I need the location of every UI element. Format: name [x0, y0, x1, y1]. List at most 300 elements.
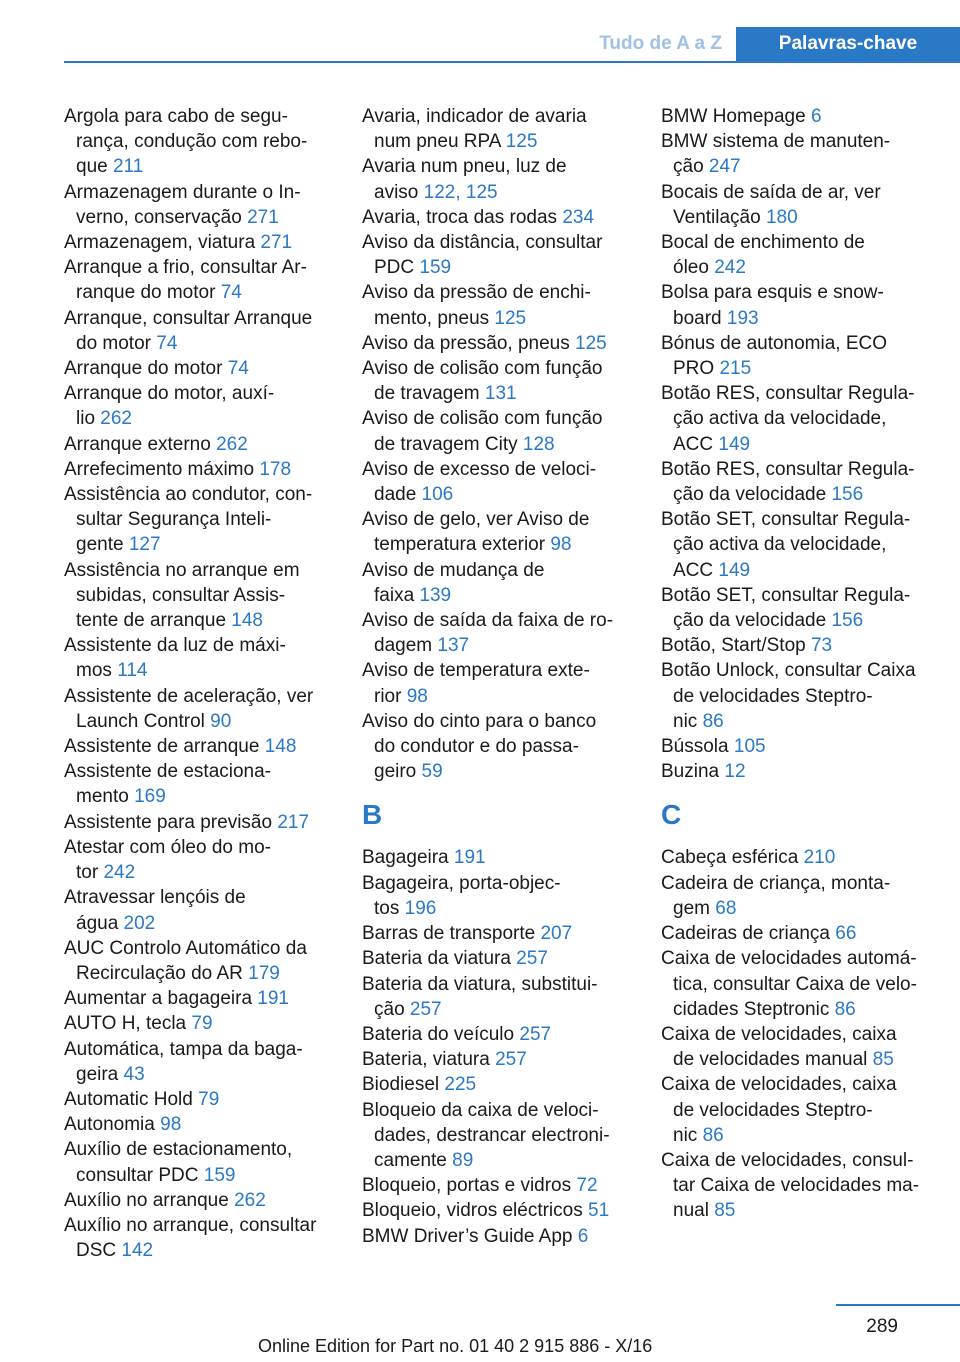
index-entry: [661, 759, 931, 784]
page-reference-link[interactable]: 149: [718, 433, 751, 455]
index-entry: [362, 921, 632, 946]
page-reference-link[interactable]: 125: [494, 307, 527, 329]
index-term-text: DSC: [76, 1240, 122, 1262]
index-entry-line: [661, 1173, 931, 1198]
index-entry-line: [64, 1087, 334, 1112]
index-term-text: nic: [673, 1124, 703, 1146]
index-entry-line: [661, 1148, 931, 1173]
index-term-text: BMW Driver’s Guide App: [362, 1225, 578, 1247]
index-term-text: Arranque do motor, auxí-: [64, 383, 275, 405]
page-reference-link[interactable]: 242: [714, 257, 746, 279]
index-term-text: dade: [374, 484, 422, 506]
index-column-2: [362, 104, 632, 1249]
index-letter-heading: C: [661, 799, 682, 831]
index-entry-line: [661, 457, 931, 482]
index-entry: [64, 633, 334, 683]
page-reference-link[interactable]: 85: [714, 1200, 736, 1222]
index-entry-line: [362, 1047, 632, 1072]
index-entry: [64, 885, 334, 935]
index-term-text: consultar PDC: [76, 1164, 204, 1186]
index-entry-line: [362, 997, 632, 1022]
index-term-text: ACC: [673, 559, 719, 581]
index-entry-line: [661, 406, 931, 431]
page-reference-link[interactable]: 98: [160, 1114, 182, 1136]
index-entry-line: [661, 1047, 931, 1072]
page-reference-link[interactable]: 89: [452, 1149, 474, 1171]
index-term-text: Auxílio no arranque, consultar: [64, 1214, 317, 1236]
page-reference-link[interactable]: 79: [191, 1013, 213, 1035]
index-entry-line: [64, 633, 334, 658]
index-term-text: Buzina: [661, 761, 725, 783]
index-term-text: Bagageira, porta-objec-: [362, 872, 561, 894]
chapter-tab[interactable]: Palavras-chave: [736, 27, 960, 62]
index-term-text: sultar Segurança Inteli-: [76, 509, 272, 531]
index-entry-line: [64, 154, 334, 179]
index-term-text: Aviso de gelo, ver Aviso de: [362, 509, 590, 531]
page-reference-link[interactable]: 156: [831, 484, 864, 506]
index-entry-line: [362, 1072, 632, 1097]
index-entry-line: [661, 583, 931, 608]
index-term-text: ção activa da velocidade,: [673, 408, 887, 430]
index-entry-line: [362, 532, 632, 557]
index-term-text: cidades Steptronic: [673, 998, 835, 1020]
index-entry-line: [661, 946, 931, 971]
footer-rule: [836, 1304, 960, 1306]
index-entry: [64, 558, 334, 634]
index-entry-line: [362, 1123, 632, 1148]
page-reference-link[interactable]: 59: [421, 761, 443, 783]
index-entry-line: [64, 1011, 334, 1036]
index-term-text: Atestar com óleo do mo-: [64, 836, 271, 858]
index-entry: [661, 921, 931, 946]
page-number: 289: [866, 1316, 898, 1337]
index-term-text: Botão RES, consultar Regula-: [661, 458, 915, 480]
page-reference-link[interactable]: 6: [577, 1225, 589, 1247]
page-reference-link[interactable]: 106: [421, 484, 454, 506]
index-entry-line: [661, 972, 931, 997]
page-reference-link[interactable]: 73: [810, 635, 833, 657]
index-term-text: Arranque do motor: [64, 358, 228, 380]
page-reference-link[interactable]: 169: [134, 786, 166, 808]
edition-note: Online Edition for Part no. 01 40 2 915 886 - X/16: [258, 1336, 653, 1356]
index-entry-line: [64, 961, 334, 986]
index-term-text: Arrefecimento máximo: [64, 458, 260, 480]
index-term-text: subidas, consultar Assis-: [76, 584, 286, 606]
index-term-text: Assistente para previsão: [64, 811, 278, 833]
index-term-text: Aviso da pressão de enchi-: [362, 282, 591, 304]
index-entry-line: [661, 331, 931, 356]
index-entry: [64, 104, 334, 180]
page-reference-link[interactable]: 191: [453, 847, 486, 869]
index-entry: [362, 1224, 632, 1249]
index-entry-line: [661, 104, 931, 129]
section-tab[interactable]: Tudo de A a Z: [599, 33, 722, 54]
index-term-text: Barras de transporte: [362, 923, 541, 945]
index-term-text: rior: [374, 685, 407, 707]
page-reference-link[interactable]: 178: [259, 458, 292, 480]
page-reference-link[interactable]: 159: [203, 1164, 236, 1186]
page-reference-link[interactable]: 180: [765, 206, 798, 228]
index-entry-line: [661, 280, 931, 305]
index-entry-line: [362, 633, 632, 658]
page-reference-link[interactable]: 148: [231, 610, 263, 632]
index-entry-line: [362, 230, 632, 255]
index-entry-line: [661, 381, 931, 406]
index-entry-line: [362, 845, 632, 870]
page-reference-link[interactable]: 257: [495, 1049, 527, 1071]
index-term-text: Automatic Hold: [64, 1088, 199, 1110]
index-term-text: BMW sistema de manuten-: [661, 131, 891, 153]
index-entry-line: [64, 759, 334, 784]
index-term-text: Argola para cabo de segu-: [64, 106, 288, 127]
index-term-text: Cadeiras de criança: [661, 923, 836, 945]
page-reference-link[interactable]: 114: [117, 660, 148, 682]
index-entry-line: [362, 129, 632, 154]
index-entry: [64, 734, 334, 759]
page-reference-link[interactable]: 262: [100, 408, 132, 430]
index-term-text: Armazenagem, viatura: [64, 232, 261, 254]
page-reference-link[interactable]: 179: [248, 962, 280, 984]
index-entry: [362, 1173, 632, 1198]
index-entry-line: [362, 1198, 632, 1223]
index-term-text: Cadeira de criança, monta-: [661, 872, 891, 894]
index-entry: [661, 1148, 931, 1224]
index-term-text: água: [76, 912, 124, 934]
index-term-text: Bocal de enchimento de: [661, 232, 865, 254]
index-term-text: gem: [673, 897, 716, 919]
index-entry-line: [661, 921, 931, 946]
index-term-text: Biodiesel: [362, 1074, 445, 1096]
page-reference-link[interactable]: 257: [519, 1023, 552, 1045]
index-entry-line: [661, 709, 931, 734]
index-entry: [64, 306, 334, 356]
index-entry: [661, 230, 931, 280]
index-entry-line: [661, 154, 931, 179]
index-entry-line: [362, 921, 632, 946]
page-reference-link[interactable]: 257: [409, 998, 442, 1020]
index-term-text: Avaria num pneu, luz de: [362, 156, 567, 178]
index-entry-line: [362, 280, 632, 305]
page-reference-link[interactable]: 79: [198, 1088, 220, 1110]
page-reference-link[interactable]: 74: [227, 358, 249, 380]
page-reference-link[interactable]: 242: [103, 862, 136, 884]
page-reference-link[interactable]: 68: [715, 897, 737, 919]
index-term-text: Recirculação do AR: [76, 962, 249, 984]
index-entry: [362, 280, 632, 330]
index-entry-line: [661, 997, 931, 1022]
index-entry: [64, 684, 334, 734]
page-reference-link[interactable]: 211: [112, 156, 144, 178]
index-entry: [362, 205, 632, 230]
index-entry: [362, 845, 632, 870]
index-term-text: Aviso da distância, consultar: [362, 232, 603, 254]
index-entry-line: [362, 507, 632, 532]
index-term-text: tente de arranque: [76, 610, 232, 632]
index-entry: [64, 1213, 334, 1263]
index-term-text: geira: [76, 1063, 124, 1085]
index-entry: [661, 129, 931, 179]
page-header: [0, 0, 960, 62]
page-reference-link[interactable]: 257: [516, 948, 548, 970]
index-entry-line: [661, 558, 931, 583]
index-entry-line: [64, 180, 334, 205]
index-term-text: Atravessar lençóis de: [64, 887, 246, 909]
index-term-text: Bloqueio da caixa de veloci-: [362, 1099, 599, 1121]
page-reference-link[interactable]: 156: [831, 610, 864, 632]
page-reference-link[interactable]: 12: [724, 761, 746, 783]
index-term-text: Aviso de colisão com função: [362, 408, 603, 430]
index-entry-line: [661, 1198, 931, 1223]
index-entry-line: [661, 230, 931, 255]
index-column-1: [64, 104, 334, 1263]
page-reference-link[interactable]: 127: [128, 534, 161, 556]
index-term-text: Aviso de mudança de: [362, 559, 545, 581]
index-entry: [661, 381, 931, 457]
index-term-text: de velocidades manual: [673, 1049, 873, 1071]
index-entry-line: [362, 1224, 632, 1249]
index-entry: [64, 1011, 334, 1036]
index-term-text: Bateria da viatura, substitui-: [362, 973, 598, 995]
index-entry-line: [64, 608, 334, 633]
index-term-text: Aviso de colisão com função: [362, 358, 603, 380]
page-reference-link[interactable]: 122, 125: [423, 181, 498, 203]
index-entry-line: [64, 810, 334, 835]
index-entry: [661, 507, 931, 583]
index-entry-line: [661, 845, 931, 870]
index-entry: [64, 986, 334, 1011]
index-entry: [362, 1072, 632, 1097]
page-reference-link[interactable]: 98: [550, 534, 572, 556]
index-entry: [362, 1098, 632, 1174]
index-term-text: Aviso de temperatura exte-: [362, 660, 590, 682]
page-reference-link[interactable]: 131: [484, 383, 517, 405]
page-reference-link[interactable]: 43: [123, 1063, 145, 1085]
page-reference-link[interactable]: 148: [264, 736, 297, 758]
index-entry-line: [362, 457, 632, 482]
index-term-text: Aviso da pressão, pneus: [362, 332, 576, 354]
index-entry-line: [362, 104, 632, 129]
index-entry-line: [64, 1062, 334, 1087]
page-reference-link[interactable]: 149: [718, 559, 751, 581]
index-entry-line: [64, 482, 334, 507]
index-term-text: lio: [76, 408, 101, 430]
index-term-text: ranque do motor: [76, 282, 221, 304]
index-entry-line: [64, 1188, 334, 1213]
index-entry-line: [661, 482, 931, 507]
index-entry-line: [661, 896, 931, 921]
index-entry-line: [661, 871, 931, 896]
index-entry-line: [362, 608, 632, 633]
index-entry: [362, 871, 632, 921]
index-term-text: Cabeça esférica: [661, 847, 804, 869]
index-entry: [362, 1047, 632, 1072]
index-term-text: do motor: [76, 332, 157, 354]
index-term-text: Aviso de saída da faixa de ro-: [362, 610, 614, 632]
index-entry-line: [64, 1112, 334, 1137]
index-term-text: ção: [673, 156, 709, 178]
index-term-text: tar Caixa de velocidades ma-: [673, 1175, 920, 1197]
index-term-text: ção activa da velocidade,: [673, 534, 887, 556]
index-entry: [362, 1022, 632, 1047]
index-entry-line: [661, 759, 931, 784]
index-entry-line: [362, 432, 632, 457]
page-reference-link[interactable]: 217: [277, 811, 310, 833]
index-entry-line: [362, 946, 632, 971]
index-term-text: tica, consultar Caixa de velo-: [673, 973, 917, 995]
page-reference-link[interactable]: 234: [562, 206, 595, 228]
index-entry: [64, 255, 334, 305]
index-entry: [362, 658, 632, 708]
page-reference-link[interactable]: 86: [702, 1124, 724, 1146]
page-reference-link[interactable]: 271: [260, 232, 293, 254]
index-entry-line: [64, 532, 334, 557]
page-reference-link[interactable]: 98: [406, 685, 428, 707]
index-entry-line: [362, 1173, 632, 1198]
index-entry-line: [64, 255, 334, 280]
index-entry: [661, 104, 931, 129]
page-reference-link[interactable]: 159: [419, 257, 452, 279]
index-entry-line: [362, 583, 632, 608]
index-entry-line: [64, 406, 334, 431]
page-reference-link[interactable]: 72: [576, 1175, 598, 1197]
index-entry-line: [64, 432, 334, 457]
index-term-text: temperatura exterior: [374, 534, 551, 556]
index-term-text: Bocais de saída de ar, ver: [661, 181, 881, 203]
index-term-text: óleo: [673, 257, 715, 279]
index-entry-line: [64, 457, 334, 482]
page-reference-link[interactable]: 105: [733, 736, 766, 758]
index-entry: [64, 230, 334, 255]
index-term-text: Botão SET, consultar Regula-: [661, 584, 911, 606]
index-term-text: Aviso do cinto para o banco: [362, 710, 597, 732]
index-entry-line: [362, 709, 632, 734]
index-entry: [362, 331, 632, 356]
page-reference-link[interactable]: 85: [872, 1049, 894, 1071]
index-entry-line: [661, 255, 931, 280]
index-term-text: Arranque, consultar Arranque: [64, 307, 313, 329]
page-reference-link[interactable]: 207: [540, 923, 573, 945]
index-term-text: Assistente de aceleração, ver: [64, 685, 314, 707]
index-term-text: Caixa de velocidades automá-: [661, 948, 917, 970]
page-reference-link[interactable]: 90: [210, 710, 232, 732]
index-entry: [64, 1112, 334, 1137]
index-entry-line: [362, 255, 632, 280]
index-term-text: AUC Controlo Automático da: [64, 937, 307, 959]
index-term-text: mos: [76, 660, 118, 682]
page-reference-link[interactable]: 191: [257, 988, 289, 1010]
index-entry: [661, 871, 931, 921]
index-entry-line: [64, 583, 334, 608]
page-reference-link[interactable]: 215: [719, 358, 752, 380]
index-entry-line: [661, 180, 931, 205]
index-entry-line: [64, 1037, 334, 1062]
index-entry: [362, 946, 632, 971]
index-entry-line: [64, 230, 334, 255]
page-reference-link[interactable]: 202: [123, 912, 156, 934]
index-term-text: Caixa de velocidades, caixa: [661, 1023, 897, 1045]
index-entry: [661, 1072, 931, 1148]
index-entry-line: [64, 381, 334, 406]
page-reference-link[interactable]: 193: [726, 307, 759, 329]
index-term-text: Ventilação: [673, 206, 766, 228]
page-reference-link[interactable]: 125: [575, 332, 607, 354]
page-reference-link[interactable]: 139: [419, 584, 452, 606]
header-rule: [64, 61, 960, 63]
index-term-text: tos: [374, 897, 405, 919]
index-entry-line: [64, 1163, 334, 1188]
index-term-text: Assistente de estaciona-: [64, 761, 272, 783]
index-entry-line: [661, 205, 931, 230]
page-reference-link[interactable]: 125: [505, 131, 538, 153]
index-entry: [64, 180, 334, 230]
index-term-text: gente: [76, 534, 129, 556]
index-entry-line: [362, 180, 632, 205]
index-term-text: Bússola: [661, 736, 734, 758]
page-reference-link[interactable]: 128: [522, 433, 555, 455]
page-reference-link[interactable]: 74: [220, 282, 242, 304]
index-term-text: dagem: [374, 635, 438, 657]
page-reference-link[interactable]: 66: [835, 923, 857, 945]
index-entry-line: [362, 331, 632, 356]
index-entry-line: [362, 1148, 632, 1173]
page-reference-link[interactable]: 86: [834, 998, 856, 1020]
index-term-text: Auxílio no arranque: [64, 1189, 235, 1211]
page-reference-link[interactable]: 6: [810, 106, 822, 127]
page-reference-link[interactable]: 262: [216, 433, 248, 455]
index-term-text: BMW Homepage: [661, 106, 811, 127]
index-entry-line: [64, 835, 334, 860]
page-reference-link[interactable]: 271: [247, 206, 279, 228]
index-entry-line: [64, 356, 334, 381]
index-entry: [362, 230, 632, 280]
index-term-text: nual: [673, 1200, 715, 1222]
index-entry-line: [64, 911, 334, 936]
index-entry: [362, 154, 632, 204]
index-term-text: board: [673, 307, 727, 329]
index-entry: [64, 457, 334, 482]
index-entry-line: [362, 205, 632, 230]
index-entry-line: [661, 507, 931, 532]
page-reference-link[interactable]: 74: [156, 332, 178, 354]
index-entry-line: [64, 684, 334, 709]
page-reference-link[interactable]: 262: [234, 1189, 266, 1211]
index-entry-line: [362, 972, 632, 997]
page-reference-link[interactable]: 137: [437, 635, 470, 657]
index-entry-line: [362, 482, 632, 507]
index-entry: [362, 457, 632, 507]
index-term-text: Armazenagem durante o In-: [64, 181, 301, 203]
index-entry-line: [661, 356, 931, 381]
index-entry-line: [661, 129, 931, 154]
index-entry-line: [64, 306, 334, 331]
index-term-text: Botão Unlock, consultar Caixa: [661, 660, 916, 682]
page-reference-link[interactable]: 142: [121, 1240, 154, 1262]
page-reference-link[interactable]: 210: [803, 847, 836, 869]
index-entry-line: [362, 734, 632, 759]
page-reference-link[interactable]: 86: [702, 710, 724, 732]
index-term-text: ção da velocidade: [673, 484, 832, 506]
page-reference-link[interactable]: 247: [708, 156, 741, 178]
index-term-text: aviso: [374, 181, 424, 203]
index-entry: [64, 432, 334, 457]
index-entry: [661, 180, 931, 230]
index-entry-line: [362, 871, 632, 896]
page-reference-link[interactable]: 225: [444, 1074, 477, 1096]
page-reference-link[interactable]: 51: [588, 1200, 610, 1222]
index-entry: [362, 709, 632, 785]
index-term-text: mento, pneus: [374, 307, 495, 329]
page-reference-link[interactable]: 196: [404, 897, 437, 919]
